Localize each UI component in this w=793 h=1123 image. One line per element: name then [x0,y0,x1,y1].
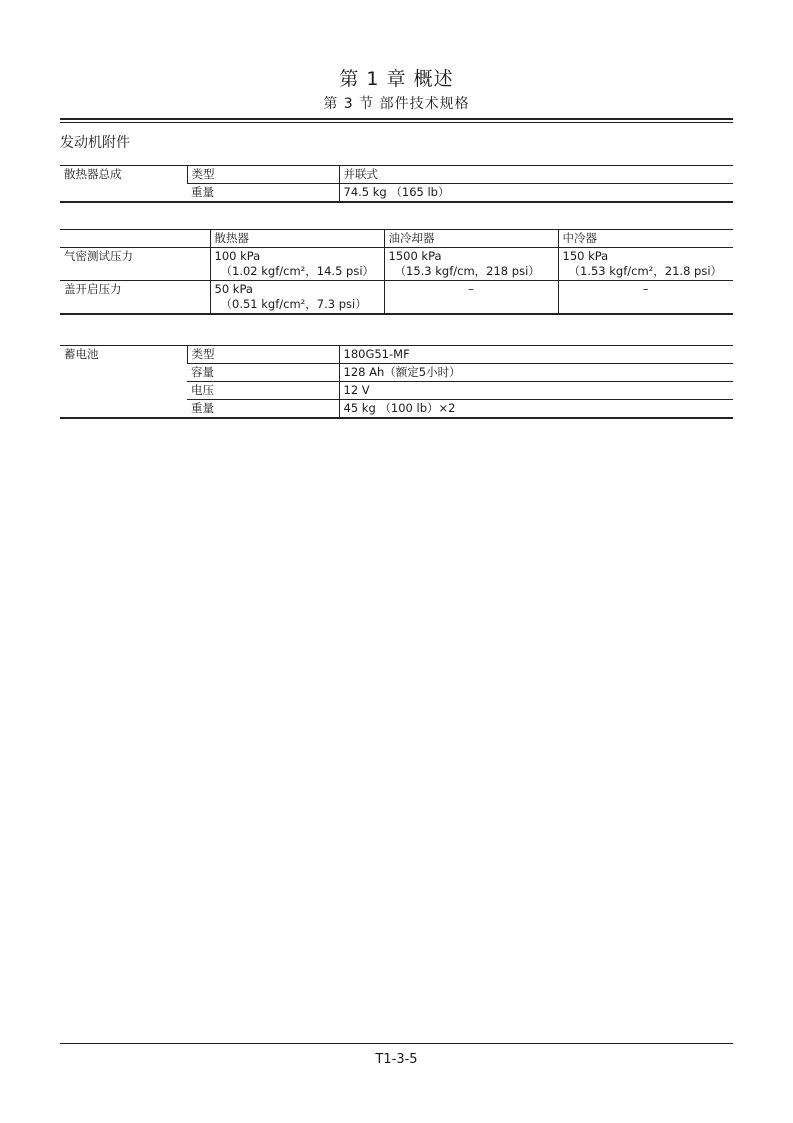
cell-primary: – [642,282,649,296]
header-divider [60,118,733,120]
spec-key: 电压 [187,382,339,400]
cell-primary: – [468,282,474,296]
table-cell [384,281,558,315]
table-cell [558,248,733,281]
cell-secondary: （1.02 kgf/cm²，14.5 psi） [220,264,375,278]
pressure-table [60,229,733,315]
row-label: 气密测试压力 [60,248,210,281]
table-cell [384,248,558,281]
chapter-title: 第 1 章 概述 [339,68,454,90]
spec-value: 74.5 kg （165 lb） [339,184,733,203]
table-row [60,346,733,364]
column-header: 散热器 [210,230,384,248]
spec-key: 重量 [191,185,214,199]
column-header [60,230,210,248]
page-number: T1-3-5 [375,1052,418,1067]
spec-value: 并联式 [339,166,733,184]
radiator-assembly-label: 散热器总成 [64,167,122,181]
table-cell [210,248,384,281]
table-row [60,248,733,281]
battery-table [60,345,733,419]
spec-key: 重量 [191,401,214,415]
header-divider-thin [60,122,733,123]
table-cell [210,281,384,315]
section-heading: 发动机附件 [60,135,130,151]
cell-primary: 100 kPa [214,249,261,263]
column-header: 中冷器 [558,230,733,248]
cell-secondary: （15.3 kgf/cm，218 psi） [394,264,540,278]
spec-key: 容量 [187,364,339,382]
cell-primary: 50 kPa [214,282,253,296]
spec-value: 45 kg （100 lb）×2 [339,400,733,419]
cell-primary: 1500 kPa [388,249,442,263]
battery-label: 蓄电池 [64,347,99,361]
cell-secondary: （1.53 kgf/cm²，21.8 psi） [568,264,723,278]
spec-value: 12 V [339,382,733,400]
spec-key: 类型 [187,166,339,184]
table-row [60,281,733,315]
spec-value: 180G51-MF [339,346,733,364]
table-header-row [60,230,733,248]
table-row [60,166,733,184]
section-title: 第 3 节 部件技术规格 [323,96,470,112]
spec-key: 类型 [187,346,339,364]
spec-value: 128 Ah（额定5小时） [339,364,733,382]
cell-primary: 150 kPa [562,249,609,263]
cell-secondary: （0.51 kgf/cm²，7.3 psi） [220,297,367,311]
radiator-assembly-table [60,165,733,203]
footer-divider [60,1043,733,1044]
row-label: 盖开启压力 [64,282,122,296]
table-cell [558,281,733,315]
column-header: 油冷却器 [384,230,558,248]
